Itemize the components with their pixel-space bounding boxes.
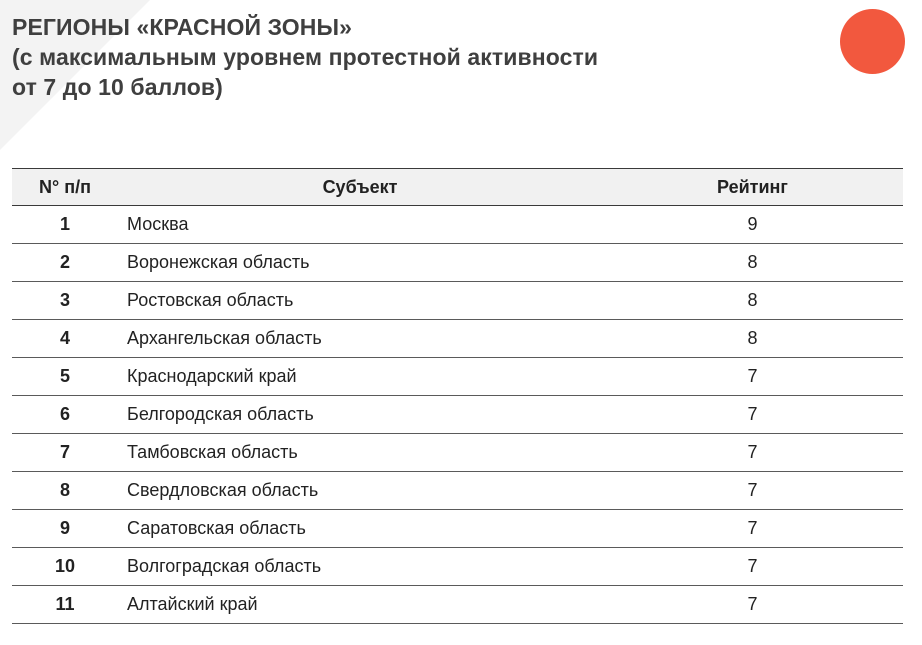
table-row — [12, 434, 903, 472]
table-row — [12, 282, 903, 320]
row-subject: Москва — [118, 206, 602, 244]
table-row — [12, 396, 903, 434]
table-row — [12, 472, 903, 510]
row-subject: Белгородская область — [118, 396, 602, 434]
column-header-subject: Субъект — [118, 169, 602, 206]
title-line-3: от 7 до 10 баллов) — [12, 74, 223, 100]
column-header-number: N° п/п — [12, 169, 118, 206]
page-title — [12, 12, 772, 102]
row-number: 10 — [12, 548, 118, 586]
row-rating: 7 — [602, 548, 903, 586]
accent-circle — [840, 9, 905, 74]
row-subject: Краснодарский край — [118, 358, 602, 396]
regions-table-container — [12, 168, 903, 624]
row-subject: Волгоградская область — [118, 548, 602, 586]
row-rating: 7 — [602, 586, 903, 624]
row-rating: 8 — [602, 320, 903, 358]
row-number: 4 — [12, 320, 118, 358]
column-header-rating: Рейтинг — [602, 169, 903, 206]
row-subject: Воронежская область — [118, 244, 602, 282]
row-number: 6 — [12, 396, 118, 434]
table-row — [12, 244, 903, 282]
table-row — [12, 548, 903, 586]
row-subject: Архангельская область — [118, 320, 602, 358]
row-number: 9 — [12, 510, 118, 548]
table-body — [12, 206, 903, 624]
row-number: 1 — [12, 206, 118, 244]
row-rating: 7 — [602, 434, 903, 472]
row-number: 8 — [12, 472, 118, 510]
row-rating: 7 — [602, 472, 903, 510]
table-header-row — [12, 169, 903, 206]
regions-table — [12, 168, 903, 624]
table-row — [12, 206, 903, 244]
row-number: 2 — [12, 244, 118, 282]
table-row — [12, 586, 903, 624]
row-number: 11 — [12, 586, 118, 624]
row-number: 7 — [12, 434, 118, 472]
row-rating: 7 — [602, 510, 903, 548]
row-rating: 7 — [602, 396, 903, 434]
row-subject: Свердловская область — [118, 472, 602, 510]
row-subject: Алтайский край — [118, 586, 602, 624]
title-line-1: РЕГИОНЫ «КРАСНОЙ ЗОНЫ» — [12, 14, 352, 40]
row-number: 3 — [12, 282, 118, 320]
row-rating: 7 — [602, 358, 903, 396]
row-subject: Саратовская область — [118, 510, 602, 548]
table-header — [12, 169, 903, 206]
row-rating: 8 — [602, 282, 903, 320]
table-row — [12, 358, 903, 396]
row-rating: 9 — [602, 206, 903, 244]
row-rating: 8 — [602, 244, 903, 282]
table-row — [12, 510, 903, 548]
row-subject: Тамбовская область — [118, 434, 602, 472]
title-line-2: (с максимальным уровнем протестной активности — [12, 44, 599, 70]
row-number: 5 — [12, 358, 118, 396]
table-row — [12, 320, 903, 358]
row-subject: Ростовская область — [118, 282, 602, 320]
